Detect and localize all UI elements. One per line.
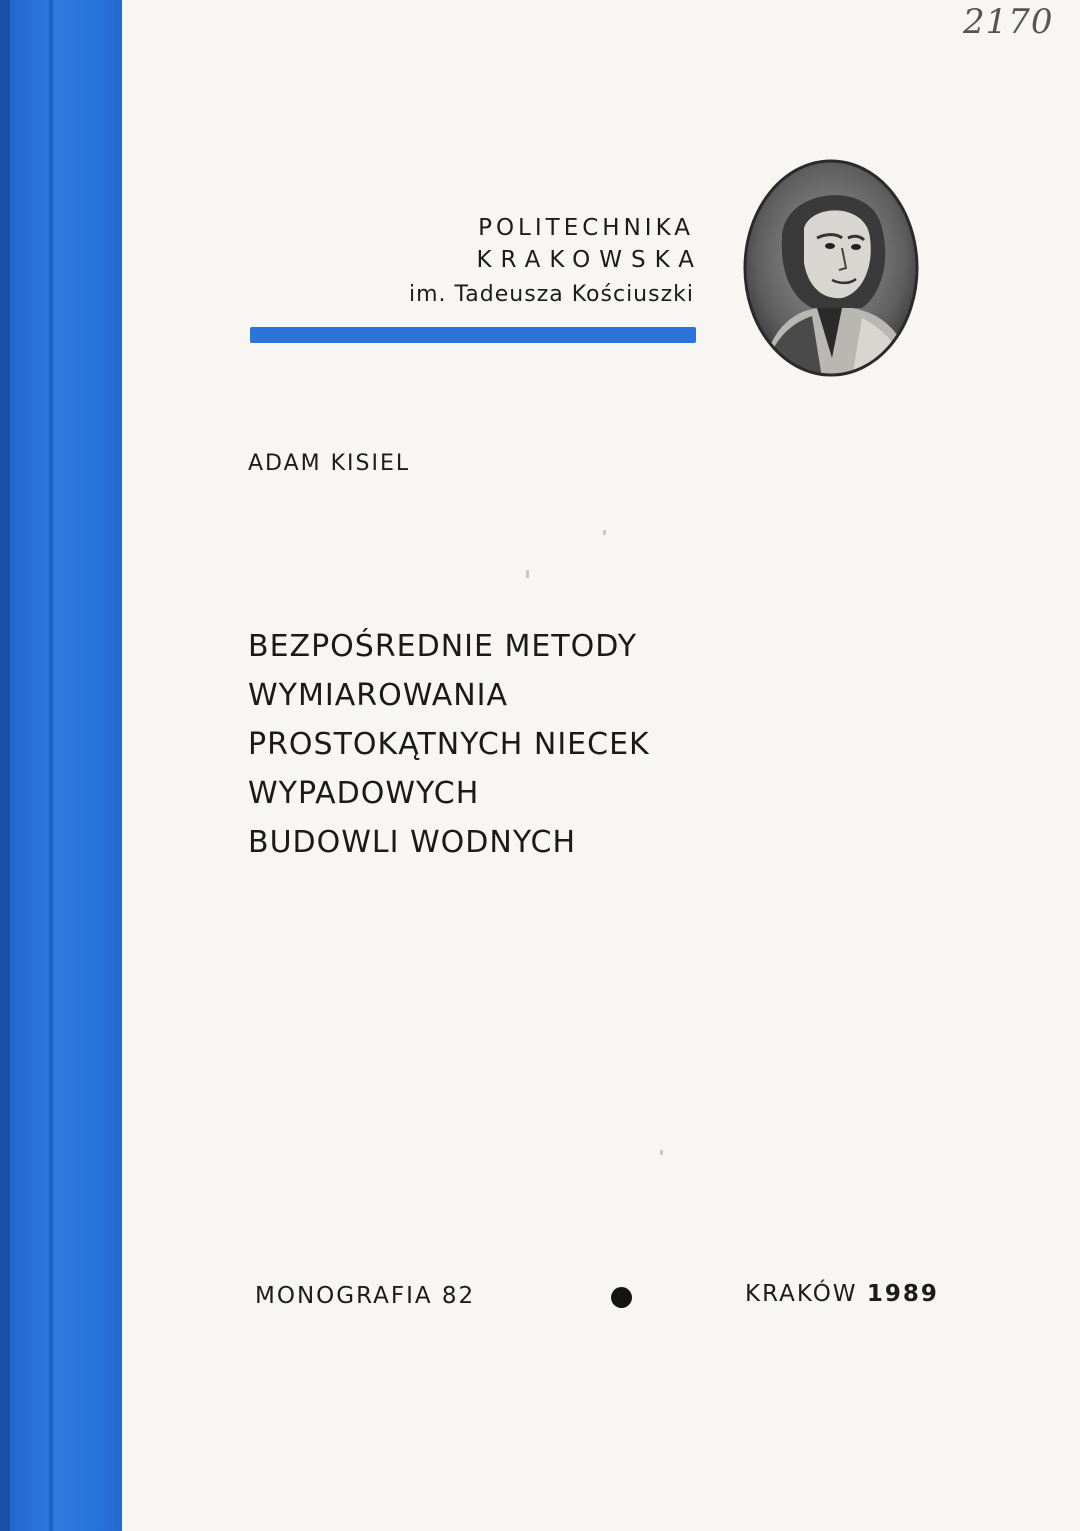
series-label: MONOGRAFIA 82 [255, 1283, 476, 1309]
institution-line-2: KRAKOWSKA [476, 247, 703, 273]
cover-spine [0, 0, 135, 1531]
spine-edge [0, 0, 10, 1531]
publication-city: KRAKÓW [745, 1281, 858, 1307]
title-line-3: PROSTOKĄTNYCH NIECEK [248, 727, 650, 762]
bullet-dot-icon [611, 1287, 632, 1308]
place-and-year [745, 1281, 939, 1307]
blue-divider-rule [250, 327, 696, 343]
title-line-4: WYPADOWYCH [248, 776, 480, 811]
book-title [248, 622, 650, 867]
title-line-5: BUDOWLI WODNYCH [248, 825, 577, 860]
institution-block [408, 212, 703, 314]
publication-year: 1989 [866, 1281, 939, 1307]
title-line-2: WYMIAROWANIA [248, 678, 509, 713]
title-line-1: BEZPOŚREDNIE METODY [248, 629, 638, 664]
institution-line-1: POLITECHNIKA [478, 215, 694, 241]
paper-speck [660, 1150, 663, 1155]
portrait-medallion-icon [742, 158, 920, 378]
handwritten-stamp: 2170 [963, 2, 1054, 42]
author-name: ADAM KISIEL [248, 451, 411, 476]
paper-speck [526, 570, 529, 578]
institution-line-3: im. Tadeusza Kościuszki [408, 282, 694, 307]
spine-crease [49, 0, 53, 1531]
paper-speck [603, 530, 606, 535]
